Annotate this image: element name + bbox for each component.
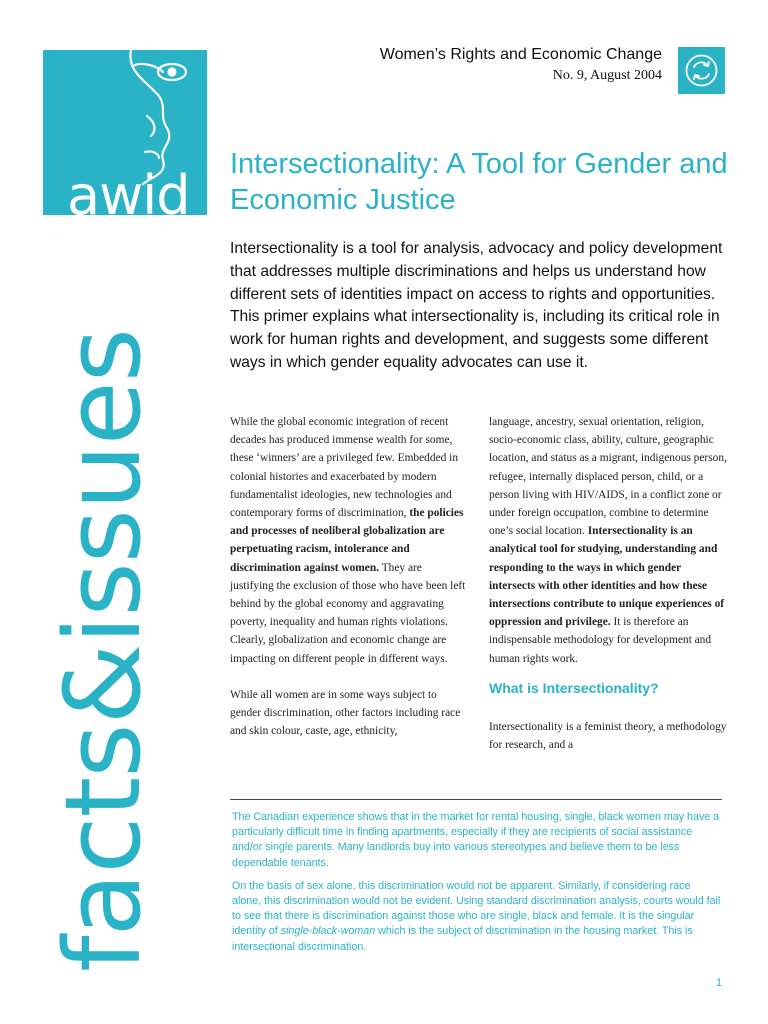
issue-info: No. 9, August 2004: [552, 68, 662, 83]
section-divider: [230, 799, 722, 800]
body-paragraph: [230, 413, 468, 668]
body-text: While the global economic integration of recent decades has produced immense wealth for some, these ‘winners’ are a privileged few. Embedded in colonial histories and exacerbated by modern fundamentalist ideologies, new technologies and contemporary forms of discrimination,: [230, 416, 459, 520]
body-text: They are justifying the exclusion of those who have been left behind by the global economy and aggravating poverty, inequality and human rights violations. Clearly, globalization and economic change are impacting on different people in different ways.: [230, 561, 466, 665]
body-paragraph: [489, 413, 727, 668]
page-number: 1: [716, 977, 723, 989]
left-column: [230, 413, 468, 758]
callout-text: which is the subject of discrimination in the housing market. This is intersectional discrimination.: [232, 925, 693, 953]
page-title: Intersectionality: A Tool for Gender and Economic Justice: [230, 148, 728, 216]
callout-paragraph: The Canadian experience shows that in the market for rental housing, single, black women may have a particularly difficult time in finding apartments, especially if they are recipients of social assistance and/or single parents. Many landlords buy into various stereotypes and believe them to be less dependable tenants.: [232, 811, 720, 869]
callout-box: [232, 810, 722, 963]
logo-text: awid: [67, 164, 190, 215]
body-text-bold: Intersectionality is an analytical tool for studying, understanding and responding to the ways in which gender intersects with other identities and how these intersections contribute to unique experiences of oppression and privilege.: [489, 525, 725, 629]
callout-emphasis: single-black-woman: [280, 925, 376, 938]
body-text: language, ancestry, sexual orientation, religion, socio-economic class, ability, culture, geographic location, and status as a migrant, indigenous person, refugee, internally displaced person, child, or a person living with HIV/AIDS, in a conflict zone or under foreign occupation, combine to determine one’s social location.: [489, 416, 727, 538]
awid-logo: [43, 50, 207, 215]
intro-paragraph: Intersectionality is a tool for analysis, advocacy and policy development that addresses multiple discriminations and helps us understand how different sets of identities impact on access to rights and opportunities. This primer explains what intersectionality is, including its critical role in work for human rights and development, and suggests some different ways in which gender equality advocates can use it.: [230, 240, 723, 371]
body-text: It is therefore an indispensable methodology for development and human rights work.: [489, 616, 712, 665]
callout-paragraph: [232, 879, 722, 955]
circular-arrows-icon: [678, 47, 725, 94]
callout-text: On the basis of sex alone, this discrimination would not be apparent. Similarly, if considering race alone, this discrimination would not be evident. Using standard discrimination analysis, courts would fail to see that there is discrimination against those who are single, black and female. It is the singular identity of: [232, 879, 721, 938]
body-text-bold: the policies and processes of neoliberal globalization are perpetuating racism, intolerance and discrimination against women.: [230, 507, 464, 574]
body-paragraph: Intersectionality is a feminist theory, a methodology for research, and a: [489, 720, 727, 752]
series-title: Women’s Rights and Economic Change: [379, 46, 662, 63]
body-paragraph: While all women are in some ways subject to gender discrimination, other factors including race and skin colour, caste, age, ethnicity,: [230, 688, 461, 738]
facts-issues-wordmark: facts&issues: [42, 329, 164, 972]
right-column: [489, 413, 727, 772]
section-heading: What is Intersectionality?: [489, 679, 659, 696]
